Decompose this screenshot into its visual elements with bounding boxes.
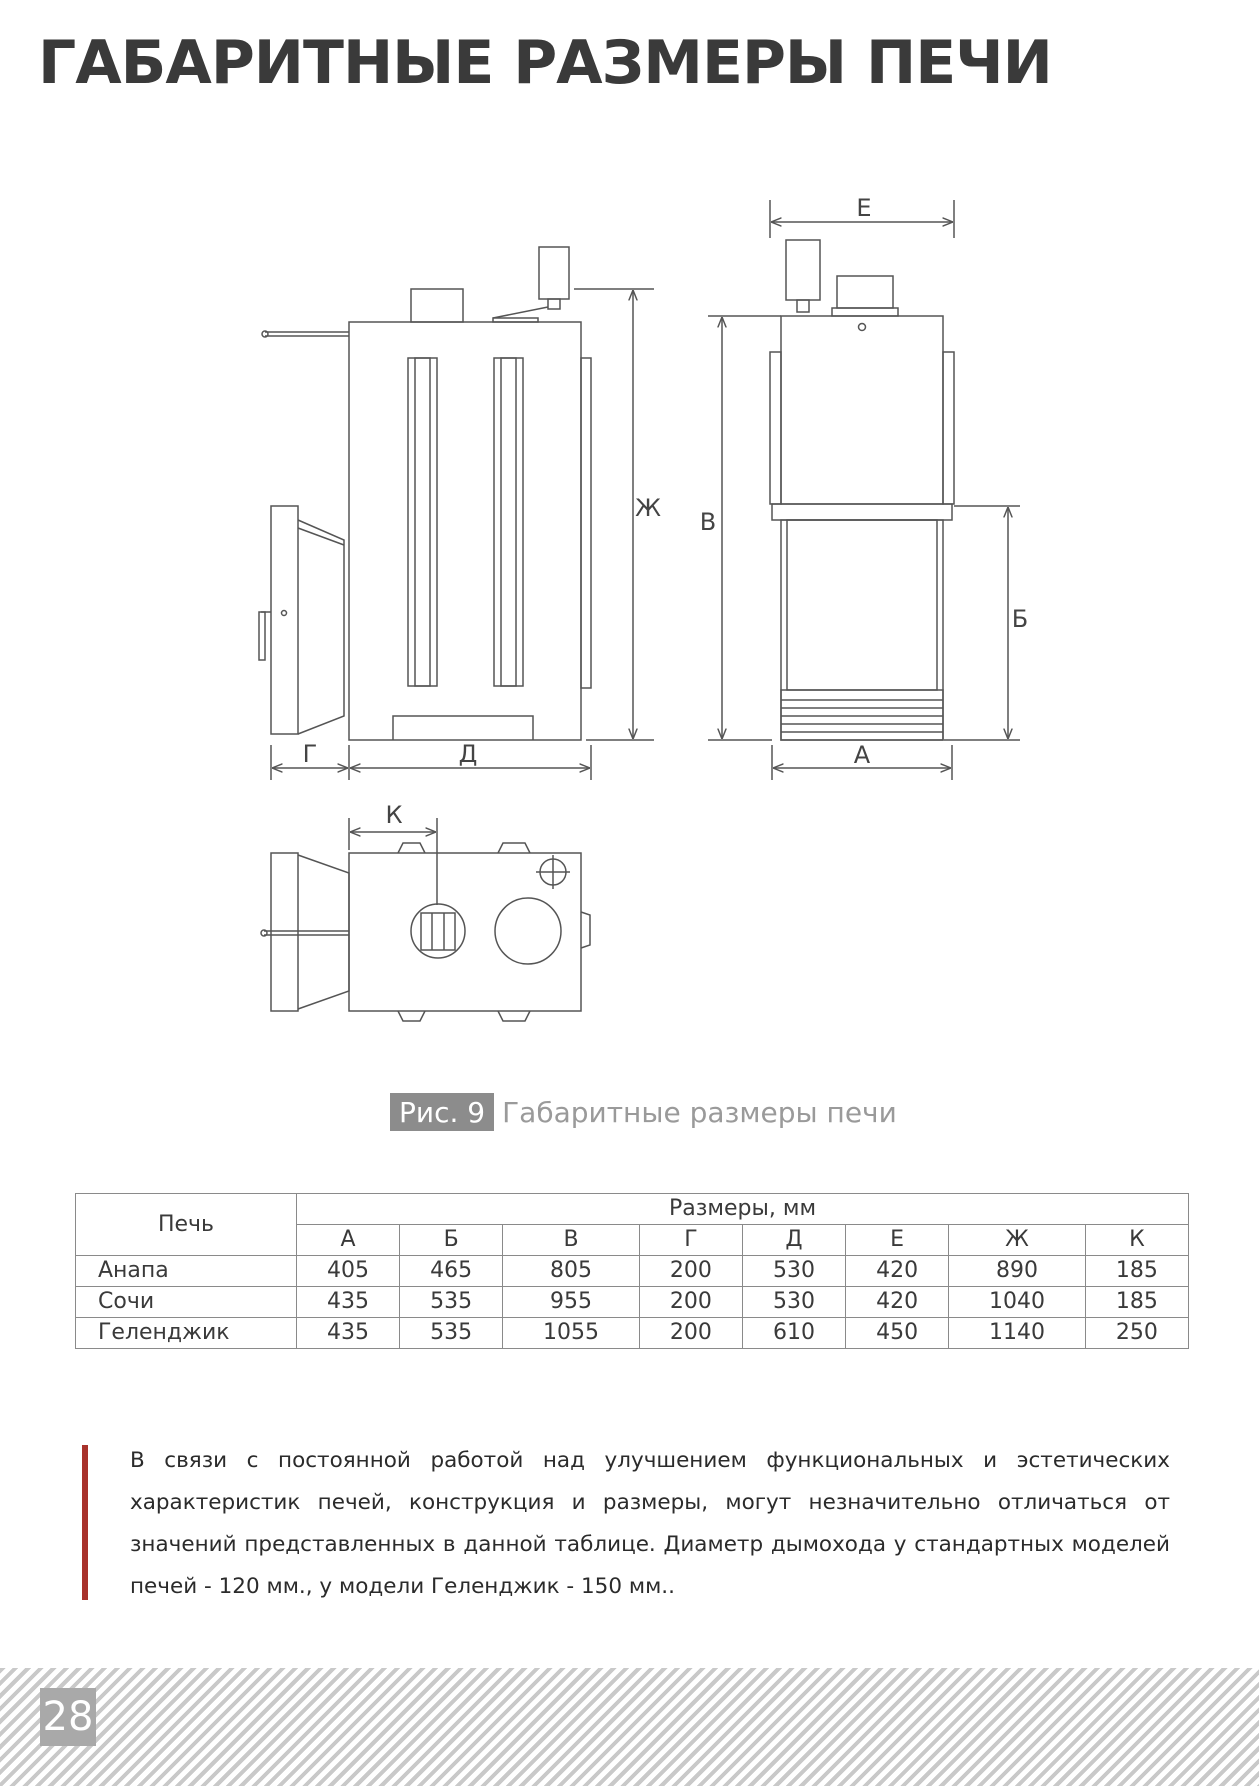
table-cell: 420 xyxy=(846,1256,949,1287)
table-cell: 805 xyxy=(503,1256,640,1287)
sizes-header: Размеры, мм xyxy=(297,1194,1189,1225)
stove-name: Анапа xyxy=(76,1256,297,1287)
table-cell: 890 xyxy=(949,1256,1086,1287)
table-cell: 530 xyxy=(742,1287,845,1318)
table-cell: 435 xyxy=(297,1318,400,1349)
label-b: Б xyxy=(1011,605,1029,633)
table-cell: 535 xyxy=(400,1287,503,1318)
label-d: Д xyxy=(458,740,478,768)
label-a: А xyxy=(853,741,871,769)
stove-name: Геленджик xyxy=(76,1318,297,1349)
table-cell: 450 xyxy=(846,1318,949,1349)
column-header: Г xyxy=(639,1225,742,1256)
table-cell: 1055 xyxy=(503,1318,640,1349)
table-row xyxy=(76,1318,1189,1349)
stove-column-header: Печь xyxy=(76,1194,297,1256)
label-zh: Ж xyxy=(635,494,661,522)
table-cell: 465 xyxy=(400,1256,503,1287)
label-k: К xyxy=(385,801,403,829)
label-e: Е xyxy=(856,194,872,222)
table-cell: 530 xyxy=(742,1256,845,1287)
note-accent-bar xyxy=(82,1445,88,1600)
column-header: А xyxy=(297,1225,400,1256)
figure-caption-text: Габаритные размеры печи xyxy=(502,1095,897,1129)
figure-caption xyxy=(390,1093,897,1131)
page-title: ГАБАРИТНЫЕ РАЗМЕРЫ ПЕЧИ xyxy=(38,28,1052,98)
column-header: В xyxy=(503,1225,640,1256)
label-v: В xyxy=(699,508,717,536)
column-header: Б xyxy=(400,1225,503,1256)
side-view xyxy=(259,247,654,780)
table-row xyxy=(76,1287,1189,1318)
stove-name: Сочи xyxy=(76,1287,297,1318)
footer-hatch xyxy=(0,1668,1259,1786)
table-cell: 535 xyxy=(400,1318,503,1349)
table-cell: 185 xyxy=(1085,1287,1188,1318)
table-cell: 1040 xyxy=(949,1287,1086,1318)
column-header: Е xyxy=(846,1225,949,1256)
table-cell: 955 xyxy=(503,1287,640,1318)
note-text: В связи с постоянной работой над улучшением функциональных и эстетических характеристик печей, конструкция и размеры, могут незначительно отличаться от значений представленных в данной таблице. Диаметр дымохода у стандартных моделей печей - 120 мм., у модели Геленджик - 150 мм.. xyxy=(130,1448,1170,1599)
table-cell: 185 xyxy=(1085,1256,1188,1287)
table-cell: 610 xyxy=(742,1318,845,1349)
table-cell: 200 xyxy=(639,1256,742,1287)
page-number: 28 xyxy=(40,1688,96,1746)
table-cell: 420 xyxy=(846,1287,949,1318)
table-cell: 1140 xyxy=(949,1318,1086,1349)
column-header: К xyxy=(1085,1225,1188,1256)
table-row xyxy=(76,1256,1189,1287)
top-view xyxy=(261,818,590,1021)
column-header: Д xyxy=(742,1225,845,1256)
table-cell: 200 xyxy=(639,1318,742,1349)
figure-number: Рис. 9 xyxy=(390,1093,494,1131)
table-cell: 405 xyxy=(297,1256,400,1287)
table-cell: 435 xyxy=(297,1287,400,1318)
label-g: Г xyxy=(302,740,318,768)
front-view xyxy=(708,200,1020,780)
table-cell: 200 xyxy=(639,1287,742,1318)
dimensions-table xyxy=(75,1193,1189,1349)
column-header: Ж xyxy=(949,1225,1086,1256)
table-cell: 250 xyxy=(1085,1318,1188,1349)
